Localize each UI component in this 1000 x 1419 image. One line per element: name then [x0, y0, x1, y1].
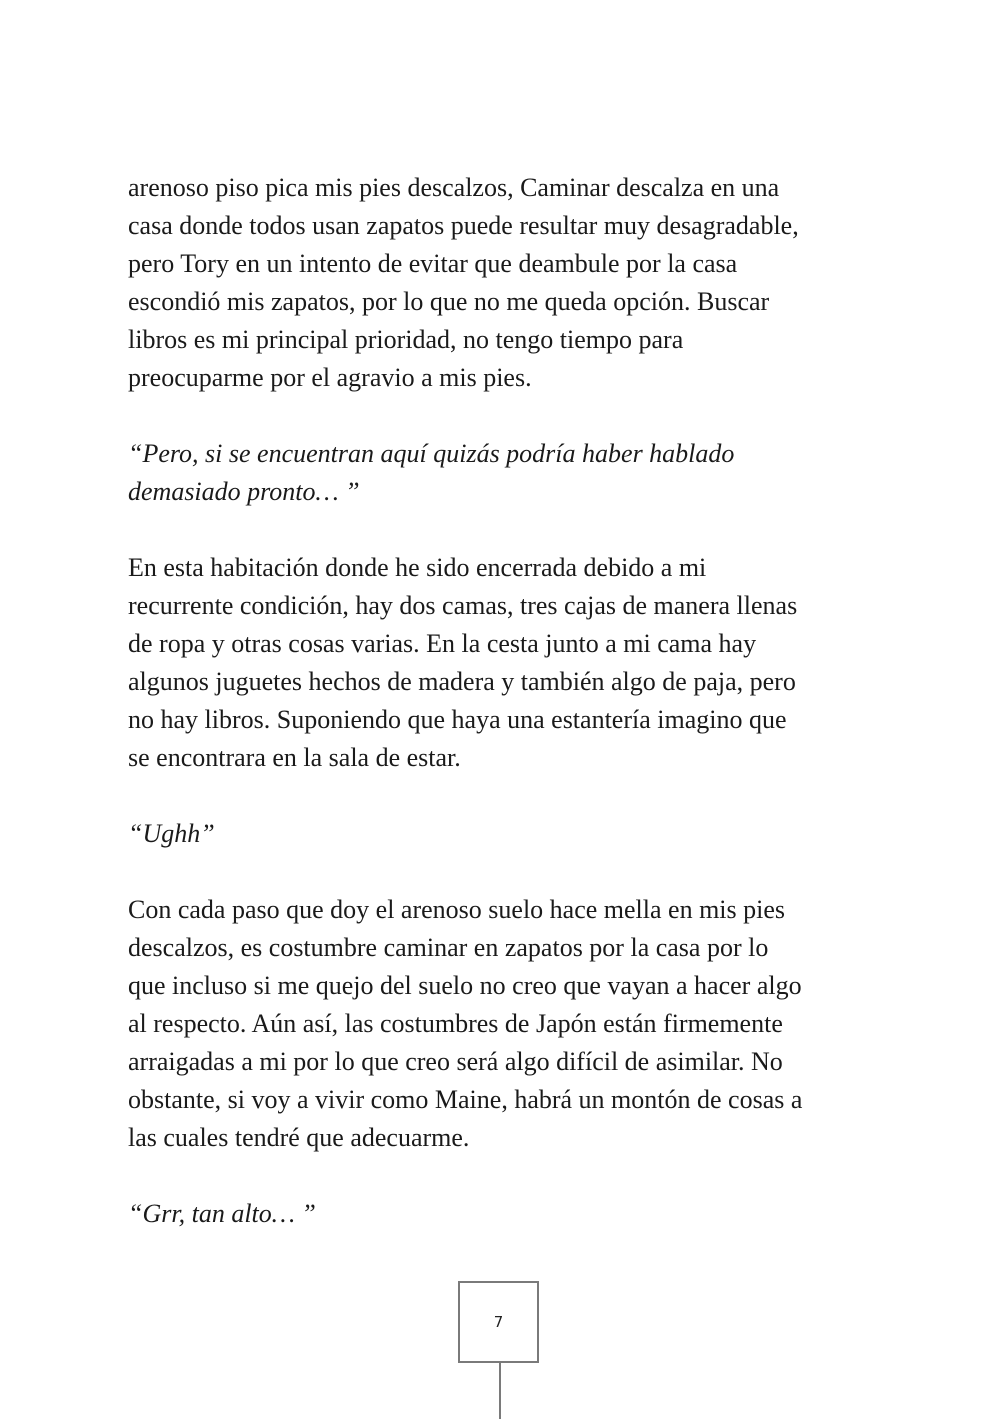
text-line: “Pero, si se encuentran aquí quizás podría haber hablado — [128, 439, 735, 468]
text-line: escondió mis zapatos, por lo que no me queda opción. Buscar — [128, 287, 770, 316]
text-line: En esta habitación donde he sido encerrada debido a mi — [128, 553, 707, 582]
dialogue-paragraph — [128, 435, 888, 511]
text-line: arraigadas a mi por lo que creo será algo difícil de asimilar. No — [128, 1047, 783, 1076]
text-line: no hay libros. Suponiendo que haya una estantería imagino que — [128, 705, 787, 734]
page-number-stem-line — [499, 1363, 501, 1419]
narration-paragraph — [128, 891, 888, 1157]
text-line: casa donde todos usan zapatos puede resultar muy desagradable, — [128, 211, 799, 240]
text-line: algunos juguetes hechos de madera y también algo de paja, pero — [128, 667, 796, 696]
page-number: 7 — [493, 1313, 504, 1331]
text-line: preocuparme por el agravio a mis pies. — [128, 363, 532, 392]
text-line: de ropa y otras cosas varias. En la cesta junto a mi cama hay — [128, 629, 757, 658]
paragraph-gap — [128, 511, 888, 549]
text-line: recurrente condición, hay dos camas, tres cajas de manera llenas — [128, 591, 798, 620]
text-line: obstante, si voy a vivir como Maine, habrá un montón de cosas a — [128, 1085, 803, 1114]
paragraph-gap — [128, 1157, 888, 1195]
dialogue-paragraph — [128, 815, 888, 853]
text-line: las cuales tendré que adecuarme. — [128, 1123, 470, 1152]
narration-paragraph — [128, 549, 888, 777]
page-number-box — [458, 1281, 539, 1363]
paragraph-gap — [128, 777, 888, 815]
text-line: libros es mi principal prioridad, no tengo tiempo para — [128, 325, 684, 354]
text-line: al respecto. Aún así, las costumbres de Japón están firmemente — [128, 1009, 783, 1038]
text-line: “Ughh” — [128, 819, 215, 848]
page-body — [128, 169, 888, 1233]
text-line: descalzos, es costumbre caminar en zapatos por la casa por lo — [128, 933, 769, 962]
text-line: Con cada paso que doy el arenoso suelo hace mella en mis pies — [128, 895, 786, 924]
dialogue-paragraph — [128, 1195, 888, 1233]
text-line: que incluso si me quejo del suelo no creo que vayan a hacer algo — [128, 971, 802, 1000]
text-line: se encontrara en la sala de estar. — [128, 743, 461, 772]
text-line: arenoso piso pica mis pies descalzos, Caminar descalza en una — [128, 173, 780, 202]
narration-paragraph — [128, 169, 888, 397]
paragraph-gap — [128, 397, 888, 435]
text-line: “Grr, tan alto… ” — [128, 1199, 316, 1228]
paragraph-gap — [128, 853, 888, 891]
text-line: demasiado pronto… ” — [128, 477, 360, 506]
text-line: pero Tory en un intento de evitar que deambule por la casa — [128, 249, 738, 278]
